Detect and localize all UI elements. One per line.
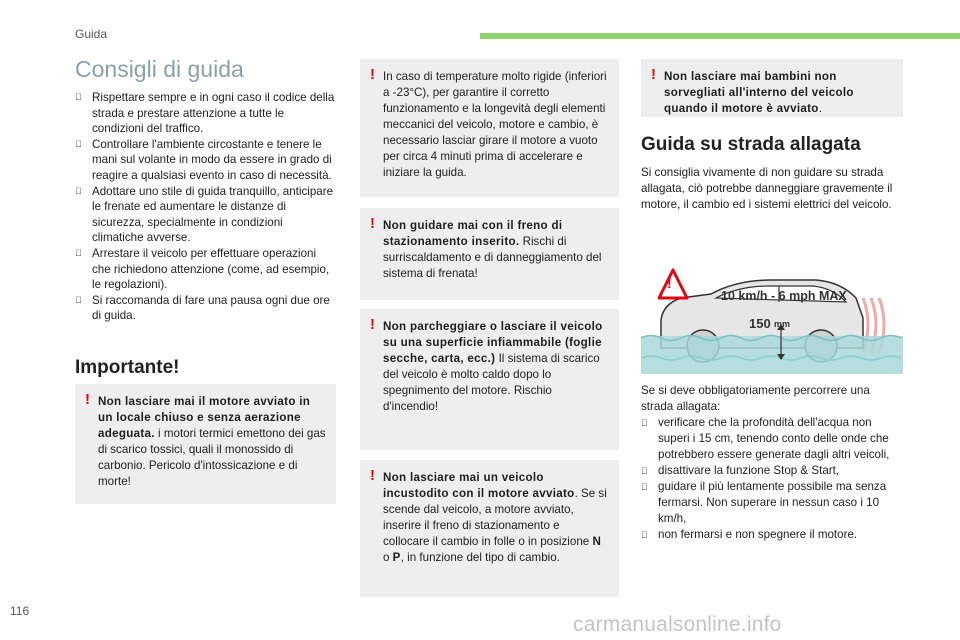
warning-icon: ! <box>85 391 90 408</box>
list-item: guidare il più lentamente possibile ma senza fermarsi. Non superare in nessun caso i 10 km/h, <box>641 479 903 527</box>
watermark: carmanualsonline.info <box>573 613 782 636</box>
bullet-icon <box>641 527 648 543</box>
list-item: Si raccomanda di fare una pausa ogni due ore di guida. <box>75 293 337 324</box>
list-item: disattivare la funzione Stop & Start, <box>641 463 903 479</box>
flooded-road-intro: Si consiglia vivamente di non guidare su strada allagata, ciò potrebbe danneggiare gravemente il motore, il cambio ed i sistemi elettrici del veicolo. <box>641 166 893 211</box>
header-accent-bar <box>480 33 960 39</box>
flooded-road-heading: Guida su strada allagata <box>641 134 861 155</box>
important-heading: Importante! <box>75 357 180 378</box>
list-item: Controllare l'ambiente circostante e tenere le mani sul volante in modo da essere in grado di reagire a qualsiasi evento in caso di necessità. <box>75 137 337 184</box>
warning-bold-text: Non lasciare mai il motore avviato in un locale chiuso e senza aerazione adeguata. <box>98 395 311 440</box>
warning-icon: ! <box>651 66 656 83</box>
section-label: Guida <box>75 27 108 41</box>
driving-tips-list <box>75 90 337 324</box>
warning-icon: ! <box>370 467 375 484</box>
page-number: 116 <box>10 604 30 618</box>
warning-icon: ! <box>370 215 375 232</box>
bullet-icon <box>641 415 648 431</box>
box-bold-text: Non lasciare mai un veicolo incustodito con il motore avviato <box>383 471 575 500</box>
box-bold-text: Non lasciare mai bambini non sorvegliati all'interno del veicolo quando il motore è avviato <box>664 70 854 115</box>
bullet-icon <box>75 293 82 309</box>
warning-icon: ! <box>370 316 375 333</box>
box-bold-text: Non parcheggiare o lasciare il veicolo su una superficie infiammabile (foglie secche, carta, ecc.) <box>383 320 603 365</box>
box-bold-text: Non guidare mai con il freno di stazionamento inserito. <box>383 219 563 248</box>
page-title: Consigli di guida <box>75 56 244 82</box>
cold-start-box <box>360 59 619 197</box>
box-text: Il sistema di scarico del veicolo è molto caldo dopo lo spegnimento del motore. Rischio d'incendio! <box>383 352 600 413</box>
speed-limit-label: 10 km/h - 6 mph MAX <box>721 289 847 303</box>
bullet-icon <box>75 184 82 200</box>
list-item: Arrestare il veicolo per effettuare operazioni che richiedono attenzione (come, ad esempio, le regolazioni). <box>75 246 337 293</box>
bullet-icon <box>641 479 648 495</box>
bullet-icon <box>75 137 82 153</box>
unattended-vehicle-box: ! Non lasciare mai un veicolo incustodito con il motore avviato. Se si scende dal veicolo, a motore avviato, inserire il freno di stazionamento e collocare il cambio in folle o in posizione N o P, in funzione del tipo di cambio. <box>360 460 619 597</box>
box-text: Rischi di surriscaldamento e di danneggiamento del sistema di frenata! <box>383 235 602 280</box>
list-item: non fermarsi e non spegnere il motore. <box>641 527 903 543</box>
warning-triangle-icon: ! <box>667 275 672 291</box>
bullet-icon <box>75 90 82 106</box>
parking-brake-box <box>360 208 619 300</box>
flooded-road-list <box>641 415 903 543</box>
flooded-road-lead: Se si deve obbligatoriamente percorrere una strada allagata: <box>641 384 870 413</box>
box-text: In caso di temperature molto rigide (inferiori a -23°C), per garantire il corretto funzionamento e la longevità degli elementi meccanici del veicolo, motore e cambio, è necessario lasciar girare il motore a vuoto per circa 4 minuti prima di accelerare e iniziare la guida. <box>383 70 607 179</box>
important-warning-box <box>75 384 336 504</box>
list-item: verificare che la profondità dell'acqua non superi i 15 cm, tenendo conto delle onde che potrebbero essere generate dagli altri veicoli, <box>641 415 903 463</box>
warning-text: i motori termici emettono dei gas di scarico tossici, quali il monossido di carbonio. Pericolo d'intossicazione e di morte! <box>98 427 326 488</box>
flooded-car-illustration <box>641 258 903 374</box>
list-item: Rispettare sempre e in ogni caso il codice della strada e prestare attenzione a tutte le condizioni del traffico. <box>75 90 337 137</box>
warning-icon: ! <box>370 66 375 83</box>
depth-unit: mm <box>774 319 791 329</box>
car-in-water-graphic <box>641 258 903 374</box>
flammable-surface-box <box>360 309 619 450</box>
list-item: Adottare uno stile di guida tranquillo, anticipare le frenate ed aumentare le distanze di sicurezza, specialmente in condizioni climatiche avverse. <box>75 184 337 246</box>
bullet-icon <box>75 246 82 262</box>
bullet-icon <box>641 463 648 479</box>
depth-value: 150 <box>749 316 771 331</box>
children-warning-box: ! Non lasciare mai bambini non sorvegliati all'interno del veicolo quando il motore è avviato. <box>641 59 903 117</box>
